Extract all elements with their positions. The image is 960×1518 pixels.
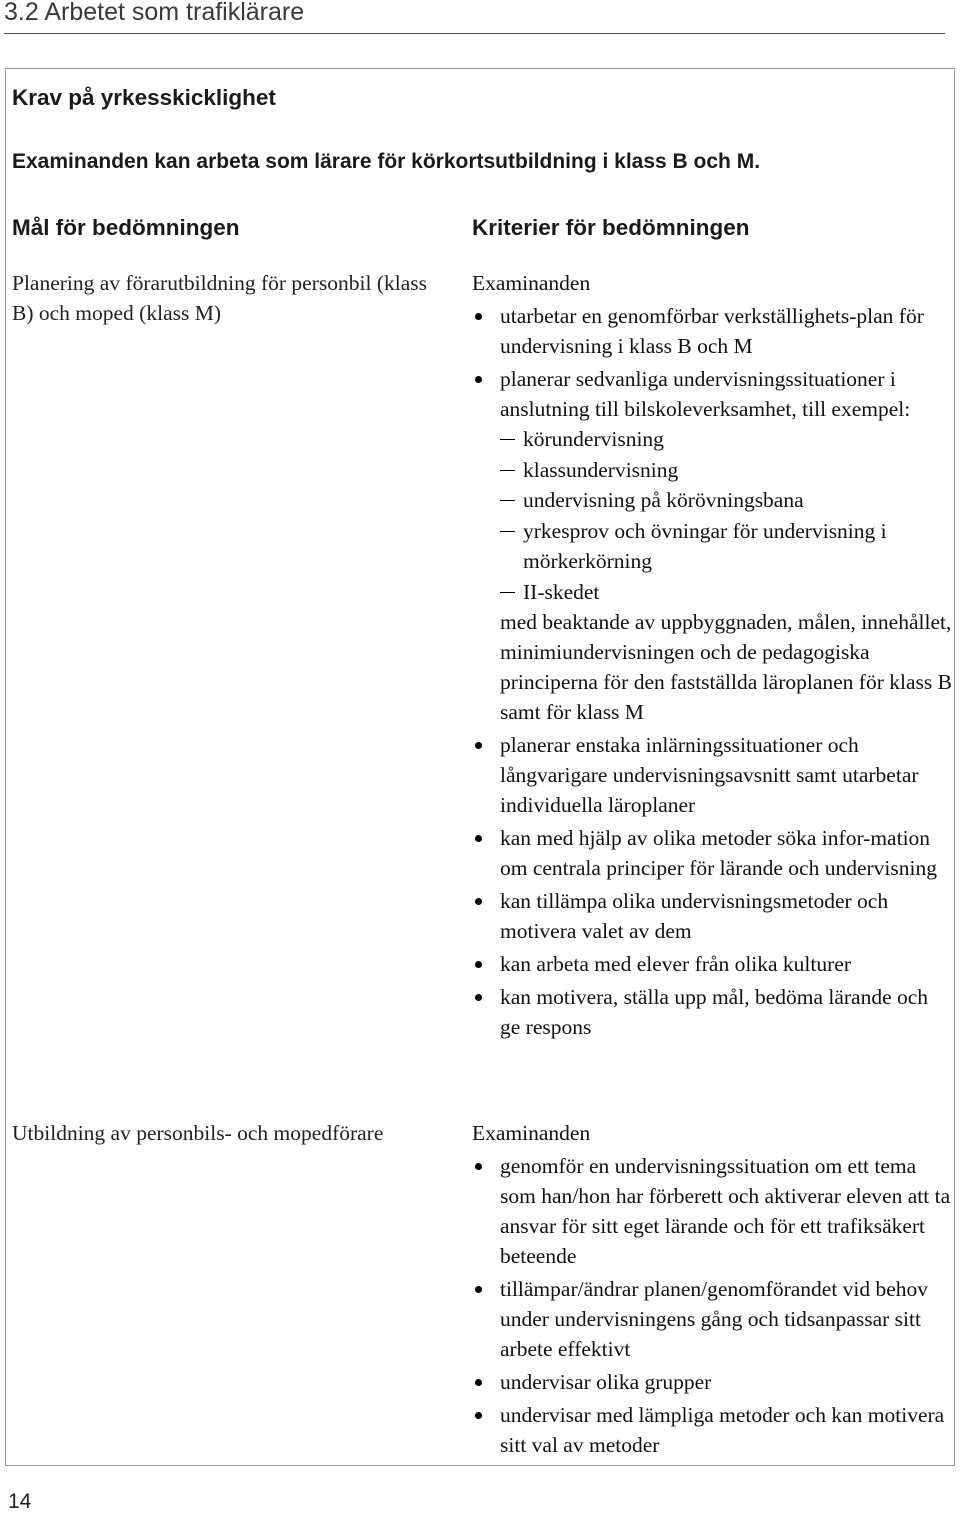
- section-heading: 3.2 Arbetet som trafiklärare: [4, 0, 305, 26]
- list-item: planerar enstaka inlärningssituationer och långvarigare undervisningsavsnitt samt utarbetar individuella läroplaner: [472, 730, 952, 820]
- example-item: II-skedet: [500, 577, 952, 608]
- bullet-icon: [475, 376, 482, 383]
- bullet-icon: [475, 313, 482, 320]
- list-item: tillämpar/ändrar planen/genomförandet vid behov under undervisningens gång och tidsanpassar sitt arbete effektivt: [472, 1274, 952, 1364]
- requirement-title: Krav på yrkesskicklighet: [12, 85, 276, 110]
- list-item: utarbetar en genomförbar verkställighets-plan för undervisning i klass B och M: [472, 301, 952, 361]
- criteria-planning: [472, 268, 952, 1042]
- bullet-icon: [475, 742, 482, 749]
- bullet-icon: [475, 1163, 482, 1170]
- dash-icon: [500, 592, 515, 593]
- list-item: kan med hjälp av olika metoder söka infor-mation om centrala principer för lärande och undervisning: [472, 823, 952, 883]
- list-item: genomför en undervisningssituation om ett tema som han/hon har förberett och aktiverar eleven att ta ansvar för sitt eget lärande och för ett trafiksäkert beteende: [472, 1151, 952, 1271]
- bullet-icon: [475, 898, 482, 905]
- dash-icon: [500, 531, 515, 532]
- goal-column-header: Mål för bedömningen: [12, 215, 240, 240]
- bullet-icon: [475, 961, 482, 968]
- bullet-icon: [475, 1412, 482, 1419]
- example-item: klassundervisning: [500, 455, 952, 486]
- list-item: undervisar med lämpliga metoder och kan motivera sitt val av metoder: [472, 1400, 952, 1460]
- example-item: undervisning på körövningsbana: [500, 485, 952, 516]
- criteria-intro: Examinanden: [472, 1121, 591, 1145]
- list-item: planerar sedvanliga undervisningssituationer i anslutning till bilskoleverksamhet, till exempel: körundervisning klassundervisning undervisning på körövningsbana yrkesprov och övningar för undervisning i mörkerkörning II-skedet med beaktande av uppbyggnaden, målen, innehållet, minimiundervisningen och de pedagogiska principerna för den fastställda läroplanen för klass B samt för klass M: [472, 364, 952, 727]
- example-item: körundervisning: [500, 424, 952, 455]
- dash-icon: [500, 439, 515, 440]
- page-number: 14: [8, 1490, 32, 1513]
- example-item: yrkesprov och övningar för undervisning i mörkerkörning: [500, 516, 952, 577]
- requirement-statement: Examinanden kan arbeta som lärare för körkortsutbildning i klass B och M.: [12, 150, 761, 173]
- dash-icon: [500, 500, 515, 501]
- list-item: undervisar olika grupper: [472, 1367, 952, 1397]
- criteria-list: [472, 1151, 952, 1460]
- criteria-list: [472, 301, 952, 1042]
- bullet-icon: [475, 1286, 482, 1293]
- bullet-icon: [475, 994, 482, 1001]
- criteria-intro: Examinanden: [472, 271, 591, 295]
- list-item: kan tillämpa olika undervisningsmetoder och motivera valet av dem: [472, 886, 952, 946]
- criteria-column-header: Kriterier för bedömningen: [472, 215, 750, 240]
- goal-training: Utbildning av personbils- och mopedförare: [12, 1121, 384, 1145]
- criteria-training: [472, 1118, 952, 1460]
- example-list: [500, 424, 952, 607]
- list-item: kan arbeta med elever från olika kulturer: [472, 949, 952, 979]
- examples-continuation: med beaktande av uppbyggnaden, målen, innehållet, minimiundervisningen och de pedagogiska principerna för den fastställda läroplanen för klass B samt för klass M: [500, 610, 952, 724]
- bullet-icon: [475, 835, 482, 842]
- bullet-icon: [475, 1379, 482, 1386]
- goal-planning: Planering av förarutbildning för personbil (klass B) och moped (klass M): [12, 271, 427, 325]
- list-item: kan motivera, ställa upp mål, bedöma lärande och ge respons: [472, 982, 952, 1042]
- dash-icon: [500, 470, 515, 471]
- heading-rule: [4, 33, 945, 34]
